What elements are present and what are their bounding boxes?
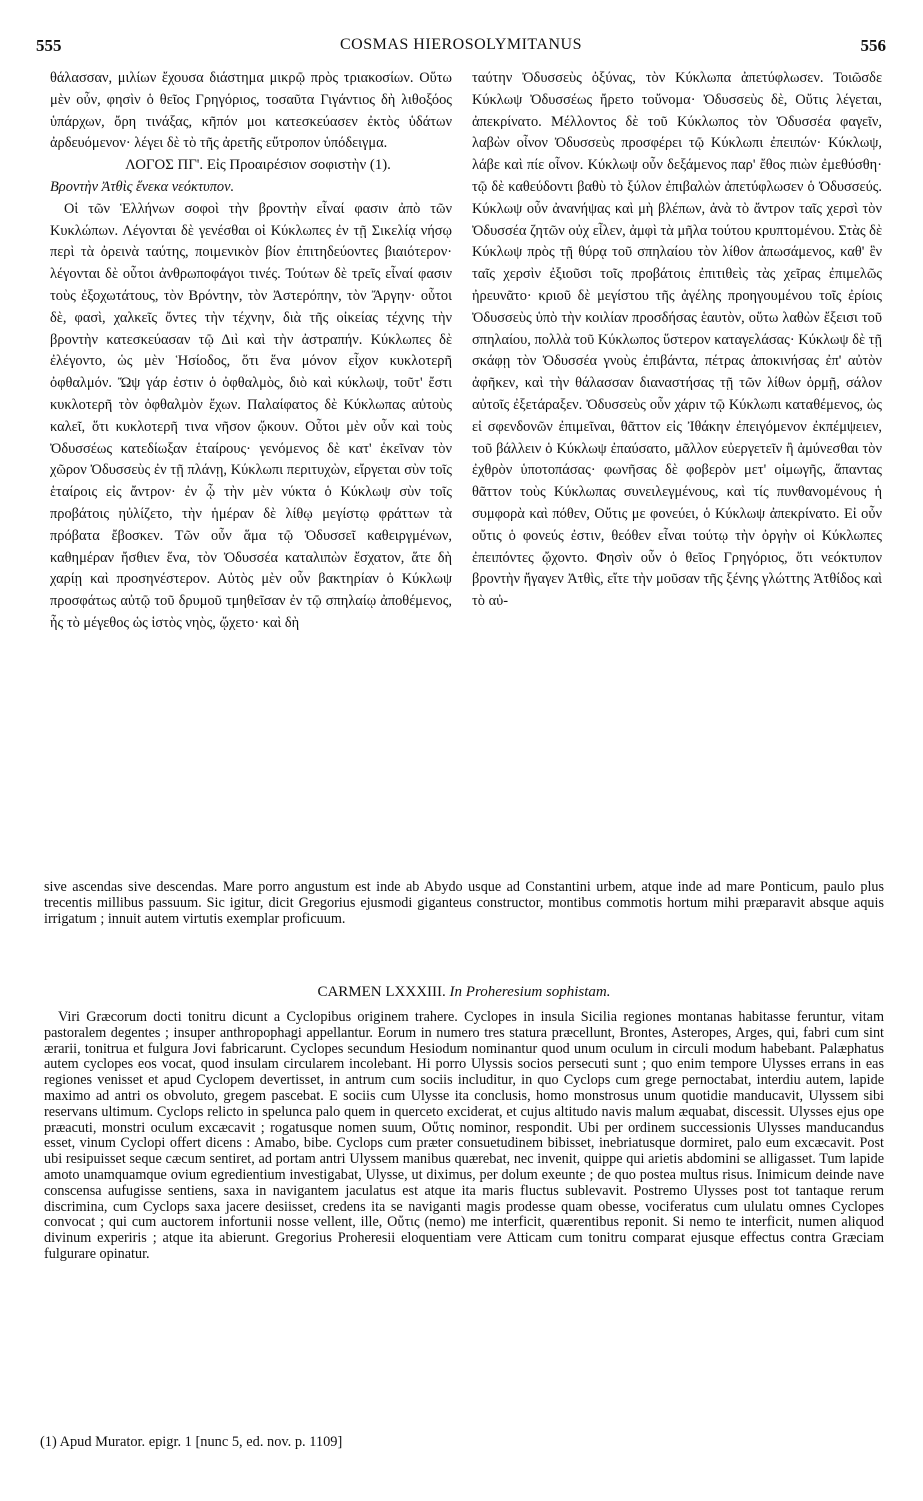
greek-paragraph: ταύτην Ὀδυσσεὺς ὀξύνας, τὸν Κύκλωπα ἀπετύφλωσεν. Τοιῶσδε Κύκλωψ Ὀδυσσέως ἤρετο τοὔνομα· Ὀδυσσεὺς δὲ, Οὔτις λέγεται, ἀπεκρίνατο. Μέλλοντος δὲ τοῦ Κύκλωπος τὸν Ὀδυσσέα φαγεῖν, λαβὼν οἶνον Ὀδυσσεὺς προσφέρει τῷ Κύκλωπι ἐπειπών· Κύκλωψ, λάβε καὶ πίε οἶνον. Κύκλωψ οὖν δεξάμενος παρ' ἔθος πιὼν ἐμεθύσθη· τῷ δὲ καθεύδοντι βαθὺ τὸ ξύλον ἐπιβαλὼν ἀπετύφλωσεν ὁ Ὀδυσσεύς. Κύκλωψ οὖν ἀνανήψας καὶ μὴ βλέπων, ἀνὰ τὸ ἄντρον ταῖς χερσὶ τὸν Ὀδυσσέα ζητῶν οὐχ εἶλεν, ἀμφὶ τὰ μῆλα τούτου κρυπτομένου. Στὰς δὲ Κύκλωψ πρὸς τῇ θύρᾳ τοῦ σπηλαίου τὸν λίθον ἀπωσάμενος, καθ' ἓν ταῖς χερσὶν ἐξιοῦσι τοῖς προβάτοις ἐπιτιθεὶς τὰς χεῖρας ἐπιμελῶς ἠρευνᾶτο· κριοῦ δὲ μεγίστου τῆς ἀγέλης προηγουμένου τοῖς ἐρίοις Ὀδυσσεὺς ὑπὸ τὴν κοιλίαν προσδήσας ἑαυτὸν, οὕτω λαθὼν ἔξεισι τοῦ σπηλαίου, πολλὰ τοῦ Κύκλωπος ὕστερον καταγελάσας· Κύκλωψ δὲ τῇ σκάφῃ τὸν Ὀδυσσέα γνοὺς ἐπιβάντα, πέτρας ἀποκινήσας ἐπ' αὐτὸν ἀφῆκεν, καὶ τὴν θάλασσαν διαναστήσας τῇ τῶν λίθων ὁρμῇ, σάλον αὐτοῖς ἐξετάραξεν. Ὀδυσσεὺς οὖν χάριν τῷ Κύκλωπι καταθέμενος, ὡς εἰ σφενδονῶν ἐπιμεῖναι, θᾶττον εἰς Ἰθάκην ἐπειγόμενον ἐκπέμψειεν, τοῦ βάλλειν ὁ Κύκλωψ ἐπαύσατο, μᾶλλον εὐεργετεῖν ἢ ἀμύνεσθαι τὸν ἐχθρὸν ὑποτοπάσας· φωνῆσας δὲ φοβερὸν μετ' οἰμωγῆς, ἅπαντας θᾶττον τοὺς Κύκλωπας συνειλεγμένους, καὶ τίς πυνθανομένους ἡ συμφορὰ καὶ πόθεν, Οὔτις με φονεύει, ὁ Κύκλωψ ἀπεκρίνατο. Εἰ οὖν οὔτις ὁ φονεύς ἐστιν, θεόθεν εἶναι τούτῳ τὴν ὀργὴν οἱ Κύκλωπες ἐπειπόντες ᾤχοντο. Φησὶν οὖν ὁ θεῖος Γρηγόριος, ὅτι νεόκτυπον βροντὴν ἤγαγεν Ἀτθὶς, εἴτε τὴν μοῦσαν τῆς ξένης γλώττης Ἀτθίδος καὶ τὸ αὐ-	[472, 70, 882, 610]
page-number-right: 556	[860, 36, 886, 55]
logos-subheading: Βροντὴν Ἀτθὶς ἕνεκα νεόκτυπον.	[50, 178, 235, 195]
latin-intro	[44, 880, 884, 927]
page-number-left: 555	[36, 36, 62, 55]
greek-column-right	[472, 68, 882, 613]
page-header	[36, 36, 886, 58]
greek-paragraph: Οἱ τῶν Ἑλλήνων σοφοὶ τὴν βροντὴν εἶναί φασιν ἀπὸ τῶν Κυκλώπων. Λέγονται δὲ γενέσθαι οἱ Κύκλωπες ἐν τῇ Σικελίᾳ νήσῳ περὶ τὰ ὀρεινὰ ταύτης, ποιμενικὸν βίον ἐπιτηδεύοντες βιαιότερον· λέγονται δὲ οὗτοι ἀνθρωποφάγοι τινές. Τούτων δὲ τρεῖς εἶναί φασιν τοὺς ἐξοχωτάτους, τὸν Βρόντην, τὸν Ἀστερόπην, τὸν Ἄργην· οὗτοι δὲ, φασὶ, χαλκεῖς ὄντες τὴν τέχνην, διὰ τῆς οἰκείας τέχνης τὴν βροντὴν κατεσκεύασαν τῷ Διὶ καὶ τὴν ἀστραπήν. Κύκλωπες δὲ ἐλέγοντο, ὡς μὲν Ἡσίοδος, ὅτι ἕνα μόνον εἶχον κυκλοτερῆ ὀφθαλμόν. Ὤψ γάρ ἐστιν ὁ ὀφθαλμὸς, διὸ καὶ κύκλωψ, τοῦτ' ἔστι κυκλοτερῆ τὸν ὀφθαλμὸν ἔχων. Παλαίφατος δὲ Κύκλωπας αὐτοὺς καλεῖ, ὅτι κυκλοτερῆ τινα νῆσον ᾤκουν. Οὗτοι μὲν οὖν καὶ τοὺς Ὀδυσσέως κατεδίωξαν ἑταίρους· γενόμενος δὲ κατ' ἐκεῖναν τὸν χῶρον Ὀδυσσεὺς ἐν τῇ πλάνῃ, Κύκλωπι περιτυχὼν, εἴργεται σὺν τοῖς ἑταίροις εἰς ἄντρον· ἐν ᾧ τὴν μὲν νύκτα ὁ Κύκλωψ σὺν τοῖς προβάτοις ηὐλίζετο, τὴν ἡμέραν δὲ λίθῳ μεγίστῳ φράττων τὰ πρόβατα ἔβοσκεν. Τῶν οὖν ἅμα τῷ Ὀδυσσεῖ καθειργμένων, καθημέραν ἤσθιεν ἕνα, τὸν Ὀδυσσέα καταλιπὼν ἔσχατον, ἅτε δὴ χαρίῃ καὶ προσηνέστερον. Αὐτὸς μὲν οὖν βακτηρίαν ὁ Κύκλωψ προσφάτως αὐτῷ τοῦ δρυμοῦ τμηθεῖσαν ἐν τῷ σπηλαίῳ ἀποθέμενος, ἧς τὸ μέγεθος ὡς ἱστὸς νηὸς, ᾤχετο· καὶ δὴ	[50, 200, 452, 631]
latin-main-text	[44, 1010, 884, 1263]
latin-paragraph: Viri Græcorum docti tonitru dicunt a Cyclopibus originem trahere. Cyclopes in insula Sicilia regiones montanas habitasse feruntur, vitam pastoralem degentes ; insuper anthropophagi appellantur. Eorum in numero tres statura præcellunt, Brontes, Asteropes, Arges, qui, fabri cum sint ærarii, tonitrua et fulgura Jovi fabricarunt. Cyclopes secundum Hesiodum nominantur quod unum oculum in circuli modum habebant. Palæphatus autem cyclopes eos vocat, quod insulam circularem incolebant. Hi porro Ulyssis socios persecuti sunt ; quo enim tempore Ulysses errans in eas regiones venisset et apud Cyclopem devertisset, in antrum cum sociis includitur, in quo Cyclops cum grege pernoctabat, interdiu autem, lapide maximo ad antri os obvoluto, gregem pascebat. E sociis cum Ulysse ita conclusis, homo monstrosus unum quotidie manducavit, Ulyssem sibi reservans ultimum. Cyclops relicto in spelunca palo quem in querceto exciderat, et cujus altitudo navis malum æquabat, discessit. Ulysses ejus ope præacuti, monstri oculum excæcavit ; rogatusque nomen suum, Οὔτις nominor, respondit. Ubi per ordinem successionis Ulysses manducandus esset, vinum Cyclopi offert dicens : Amabo, bibe. Cyclops cum præter consuetudinem bibisset, inebriatusque dormiret, palo eum excæcavit. Post ubi resipuisset seque cæcum sentiret, ad portam antri Ulyssem manibus quærebat, nec invenit, quippe qui arietis abdomini se alligasset. Tum lapide amoto unamquamque ovium egredientium investigabat, Ulysse, ut diximus, per dolum exeunte ; de quo postea multus risus. Inimicum deinde nave conscensa aufugisse sentiens, saxa in navigantem jaculatus est atque ita maris fluctus sublevavit. Postremo Ulysses post tot tantaque rerum discrimina, cum Cyclops saxa jacere desiisset, credens ita se naviganti magis prodesse quam obesse, vociferatus cum ululatu omnes Cyclopes convocat ; qui cum auctorem infortunii nosse vellent, ille, Οὔτις (nemo) me interficit, quærentibus reponit. Si nemo te interficit, numen aliquod divinum experiris ; atque ita abierunt. Gregorius Proheresii eloquentiam vere Atticam cum tonitru comparat ejusque effectus contra Græciam fulgurare opinatur.	[44, 1009, 884, 1262]
footnote: (1) Apud Murator. epigr. 1 [nunc 5, ed. nov. p. 1109]	[40, 1434, 343, 1450]
greek-column-left	[50, 68, 452, 635]
carmen-heading	[44, 984, 884, 1001]
greek-paragraph: θάλασσαν, μιλίων ἔχουσα διάστημα μικρῷ πρὸς τριακοσίων. Οὕτω μὲν οὖν, φησὶν ὁ θεῖος Γρηγόριος, τοσαῦτα Γιγάντιος δὴ λιθοξόος ὑπάρχων, ὄρη τινάξας, κῆπόν μοι κατεσκεύασεν ἐκτὸς ὑδάτων ἀρδευόμενον· λέγει δὲ τὸ τῆς ἀρετῆς εὔτροπον ὑπόδειγμα.	[50, 70, 452, 152]
carmen-title: CARMEN LXXXIII.	[317, 984, 446, 1000]
carmen-subtitle: In Proheresium sophistam.	[449, 984, 611, 1000]
logos-heading: ΛΟΓΟΣ ΠΓ'. Εἰς Προαιρέσιον σοφιστὴν (1).	[125, 157, 391, 174]
running-title: COSMAS HIEROSOLYMITANUS	[340, 36, 582, 53]
latin-paragraph: sive ascendas sive descendas. Mare porro angustum est inde ab Abydo usque ad Constantini urbem, atque inde ad mare Ponticum, paulo plus trecentis millibus passuum. Sic igitur, dicit Gregorius ejusmodi giganteus constructor, montibus commotis hortum mihi præparavit absque aquis irrigatum ; innuit autem virtutis exemplar proficuum.	[44, 879, 884, 927]
